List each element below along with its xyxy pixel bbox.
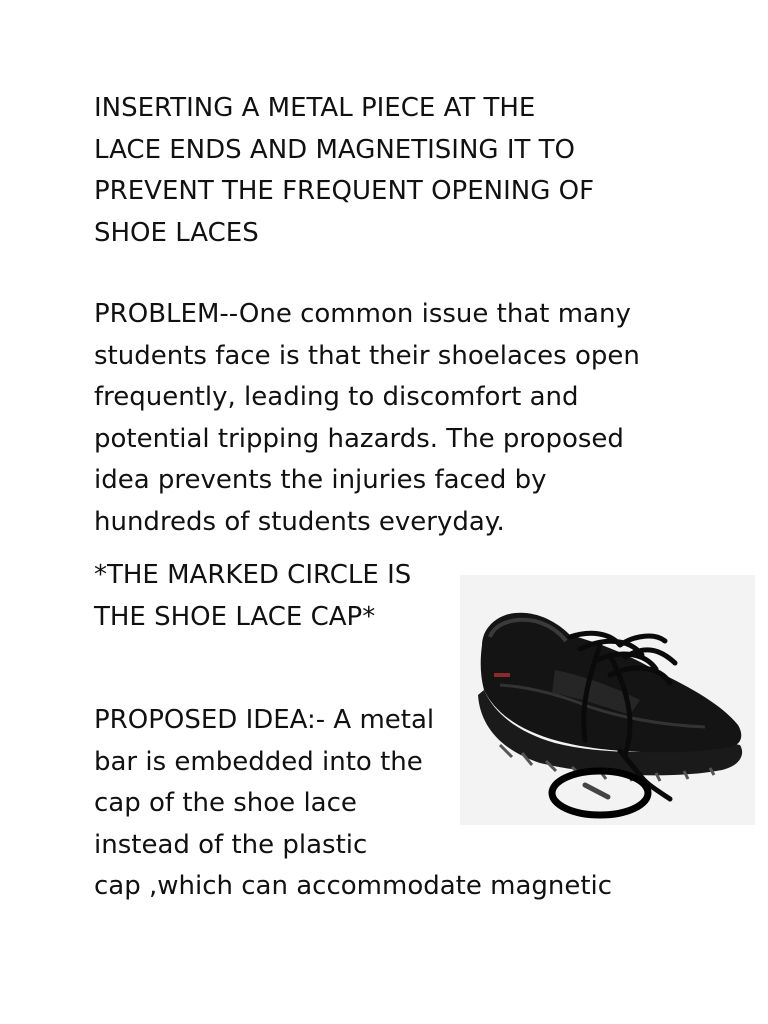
figure-note: *THE MARKED CIRCLE IS THE SHOE LACE CAP* [94,560,412,632]
document-title: INSERTING A METAL PIECE AT THE LACE ENDS AND MAGNETISING IT TO PREVENT THE FREQUENT OPENING OF SHOE LACES [94,93,595,248]
shoe-lace-cap [585,785,608,797]
sneaker-icon [460,575,755,825]
logo-mark [494,673,510,677]
proposed-idea-continuation: cap ,which can accommodate magnetic [94,871,613,901]
proposed-idea-paragraph: PROPOSED IDEA:- A metal bar is embedded into the cap of the shoe lace instead of the plastic [94,705,435,860]
problem-paragraph: PROBLEM--One common issue that many students face is that their shoelaces open frequently, leading to discomfort and potential tripping hazards. The proposed idea prevents the injuries faced by hundreds of students everyday. [94,299,640,537]
shoe-photo [460,575,755,825]
